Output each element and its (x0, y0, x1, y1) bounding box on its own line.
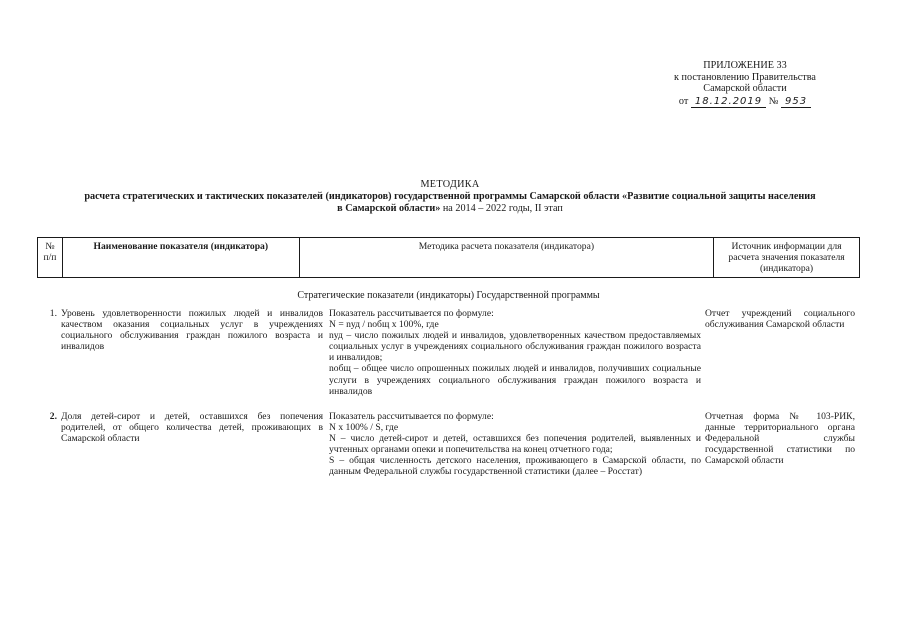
appendix-line-2: к постановлению Правительства (674, 71, 816, 83)
document-title (60, 179, 840, 215)
appendix-line-3: Самарской области (703, 83, 787, 94)
row-source: Отчет учреждений социального обслуживания Самарской области (705, 308, 855, 331)
header-name: Наименование показателя (индикатора) (62, 238, 299, 278)
title-subtitle: расчета стратегических и тактических показателей (индикаторов) государственной программы Самарской области «Развитие социальной защиты населения (84, 191, 816, 202)
appendix-date-row (640, 96, 850, 109)
method-formula: N х 100% / S, где (329, 422, 399, 434)
number-label: № (768, 95, 779, 107)
row-number: 1. (49, 308, 57, 319)
header-source: Источник информации для расчета значения показателя (индикатора) (714, 238, 860, 278)
row-method (329, 411, 701, 478)
row-method (329, 308, 701, 397)
section-title: Стратегические показатели (индикаторы) Государственной программы (297, 290, 600, 301)
method-intro: Показатель рассчитывается по формуле: (329, 308, 494, 319)
row-number: 2. (49, 411, 57, 422)
method-intro: Показатель рассчитывается по формуле: (329, 411, 494, 422)
header-row (38, 238, 860, 278)
method-def-2: nобщ – общее число опрошенных пожилых людей и инвалидов, получивших социальные услуги в учреждениях социального обслуживания граждан пожилого возраста и инвалидов (329, 363, 701, 397)
header-num: № п/п (38, 238, 63, 278)
method-def-1: N – число детей-сирот и детей, оставшихся без попечения родителей, выявленных и учтенных органами опеки и попечительства на конец отчетного года; (329, 433, 701, 456)
method-def-2: S – общая численность детского населения, проживающего в Самарской области, по данным Федеральной службы государственной статистики (далее – Росстат) (329, 455, 701, 478)
from-label: от (678, 95, 689, 107)
header-method: Методика расчета показателя (индикатора) (299, 238, 713, 278)
handwritten-number: 953 (781, 96, 811, 109)
handwritten-date: 18.12.2019 (691, 96, 766, 109)
title-heading: МЕТОДИКА (420, 179, 480, 190)
row-source: Отчетная форма № 103-РИК, данные территориального органа Федеральной службы государственной статистики по Самарской области (705, 411, 855, 467)
indicator-table-header (37, 237, 860, 278)
title-subtitle-line2 (60, 203, 840, 215)
method-def-1: nуд – число пожилых людей и инвалидов, удовлетворенных качеством предоставляемых социальных услуг в учреждениях социального обслуживания граждан пожилого возраста и инвалидов; (329, 330, 701, 364)
appendix-title: ПРИЛОЖЕНИЕ 33 (703, 60, 787, 71)
method-formula: N = nуд / nобщ х 100%, где (329, 319, 439, 331)
row-name: Уровень удовлетворенности пожилых людей и инвалидов качеством оказания социальных услуг в учреждениях социального обслуживания граждан пожилого возраста и инвалидов (61, 308, 323, 353)
row-name: Доля детей-сирот и детей, оставшихся без попечения родителей, от общего количества детей, проживающих в Самарской области (61, 411, 323, 445)
subtitle-rest: на 2014 – 2022 годы, II этап (440, 203, 563, 214)
subtitle-bold-part: в Самарской области» (337, 203, 441, 214)
appendix-block (640, 60, 850, 108)
